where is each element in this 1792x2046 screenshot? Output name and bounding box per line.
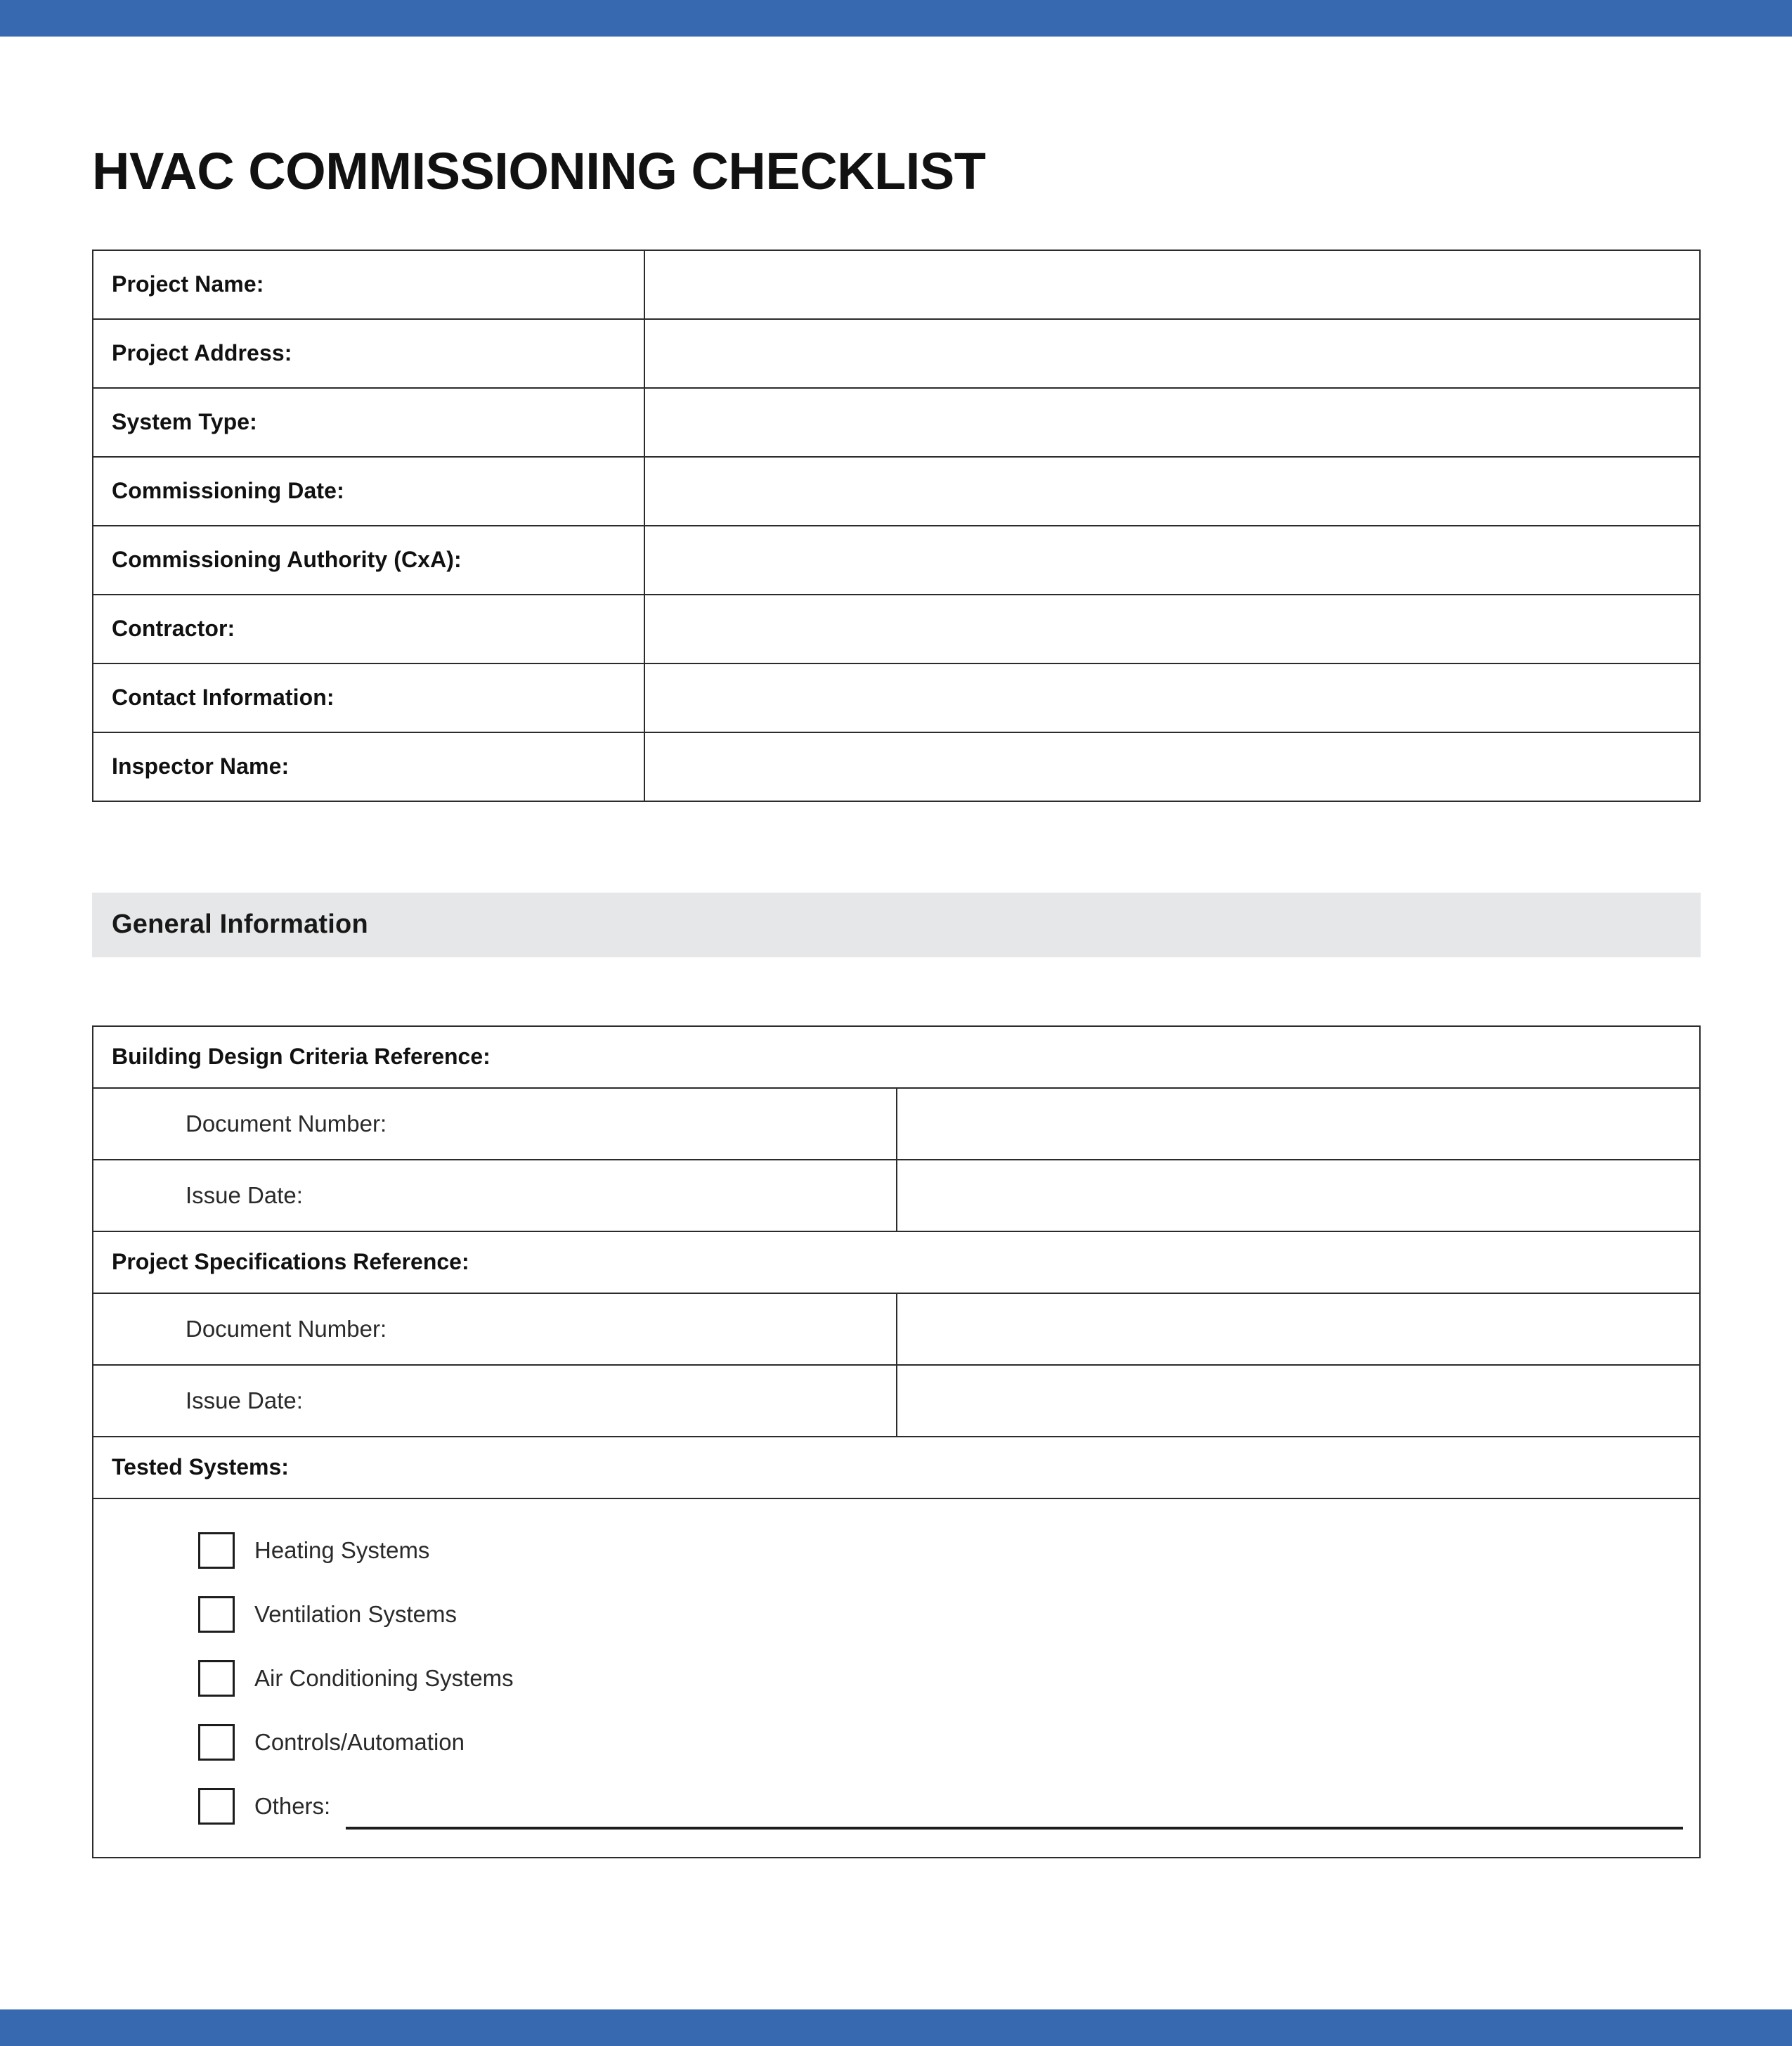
field-value-ps-document-number[interactable]	[897, 1293, 1701, 1365]
others-write-in-line[interactable]	[346, 1827, 1683, 1830]
field-label-bdc-issue-date: Issue Date:	[93, 1160, 897, 1231]
field-label-contractor: Contractor:	[93, 595, 644, 663]
table-row	[93, 732, 1700, 801]
field-label-commissioning-date: Commissioning Date:	[93, 457, 644, 526]
table-row	[93, 663, 1700, 732]
project-info-table	[92, 250, 1701, 802]
general-information-table-body	[93, 1026, 1700, 1858]
page-title: HVAC COMMISSIONING CHECKLIST	[92, 142, 986, 200]
field-value-contractor[interactable]	[644, 595, 1700, 663]
table-row	[93, 526, 1700, 595]
table-row	[93, 388, 1700, 457]
checkbox-ventilation-systems[interactable]	[198, 1596, 235, 1633]
table-row	[93, 1437, 1700, 1498]
field-label-contact-information: Contact Information:	[93, 663, 644, 732]
list-item[interactable]	[93, 1711, 1699, 1775]
subsection-heading-project-specifications: Project Specifications Reference:	[93, 1231, 1700, 1293]
field-value-inspector-name[interactable]	[644, 732, 1700, 801]
checkbox-label-heating-systems: Heating Systems	[254, 1537, 430, 1564]
table-row	[93, 319, 1700, 388]
general-information-table	[92, 1025, 1701, 1858]
field-label-project-name: Project Name:	[93, 250, 644, 319]
table-row	[93, 1088, 1700, 1160]
table-row	[93, 1026, 1700, 1088]
field-value-bdc-document-number[interactable]	[897, 1088, 1701, 1160]
field-value-system-type[interactable]	[644, 388, 1700, 457]
field-label-bdc-document-number: Document Number:	[93, 1088, 897, 1160]
checkbox-controls-automation[interactable]	[198, 1724, 235, 1761]
field-value-commissioning-authority[interactable]	[644, 526, 1700, 595]
section-banner-general-information	[92, 893, 1701, 957]
list-item[interactable]	[93, 1519, 1699, 1583]
list-item[interactable]	[93, 1583, 1699, 1647]
checkbox-label-controls-automation: Controls/Automation	[254, 1729, 465, 1756]
field-value-bdc-issue-date[interactable]	[897, 1160, 1701, 1231]
checkbox-label-air-conditioning-systems: Air Conditioning Systems	[254, 1665, 514, 1692]
field-label-system-type: System Type:	[93, 388, 644, 457]
field-label-inspector-name: Inspector Name:	[93, 732, 644, 801]
field-value-ps-issue-date[interactable]	[897, 1365, 1701, 1437]
bottom-accent-bar	[0, 2009, 1792, 2046]
checkbox-air-conditioning-systems[interactable]	[198, 1660, 235, 1697]
field-label-ps-issue-date: Issue Date:	[93, 1365, 897, 1437]
checkbox-heating-systems[interactable]	[198, 1532, 235, 1569]
subsection-heading-tested-systems: Tested Systems:	[93, 1437, 1700, 1498]
checkbox-label-ventilation-systems: Ventilation Systems	[254, 1601, 457, 1628]
list-item[interactable]	[93, 1775, 1699, 1839]
table-row	[93, 1365, 1700, 1437]
field-value-project-address[interactable]	[644, 319, 1700, 388]
field-label-ps-document-number: Document Number:	[93, 1293, 897, 1365]
table-row	[93, 1293, 1700, 1365]
checkbox-others[interactable]	[198, 1788, 235, 1825]
subsection-heading-building-design-criteria: Building Design Criteria Reference:	[93, 1026, 1700, 1088]
table-row	[93, 250, 1700, 319]
tested-systems-checkbox-list	[93, 1519, 1699, 1839]
table-row	[93, 595, 1700, 663]
field-value-commissioning-date[interactable]	[644, 457, 1700, 526]
project-info-table-body	[93, 250, 1700, 801]
section-title: General Information	[112, 909, 368, 940]
field-value-contact-information[interactable]	[644, 663, 1700, 732]
table-row	[93, 1160, 1700, 1231]
field-label-commissioning-authority: Commissioning Authority (CxA):	[93, 526, 644, 595]
field-label-project-address: Project Address:	[93, 319, 644, 388]
list-item[interactable]	[93, 1647, 1699, 1711]
page-content	[92, 0, 1701, 1858]
table-row	[93, 1498, 1700, 1858]
table-row	[93, 1231, 1700, 1293]
tested-systems-options-cell	[93, 1498, 1700, 1858]
field-value-project-name[interactable]	[644, 250, 1700, 319]
table-row	[93, 457, 1700, 526]
checkbox-label-others: Others:	[254, 1793, 331, 1820]
